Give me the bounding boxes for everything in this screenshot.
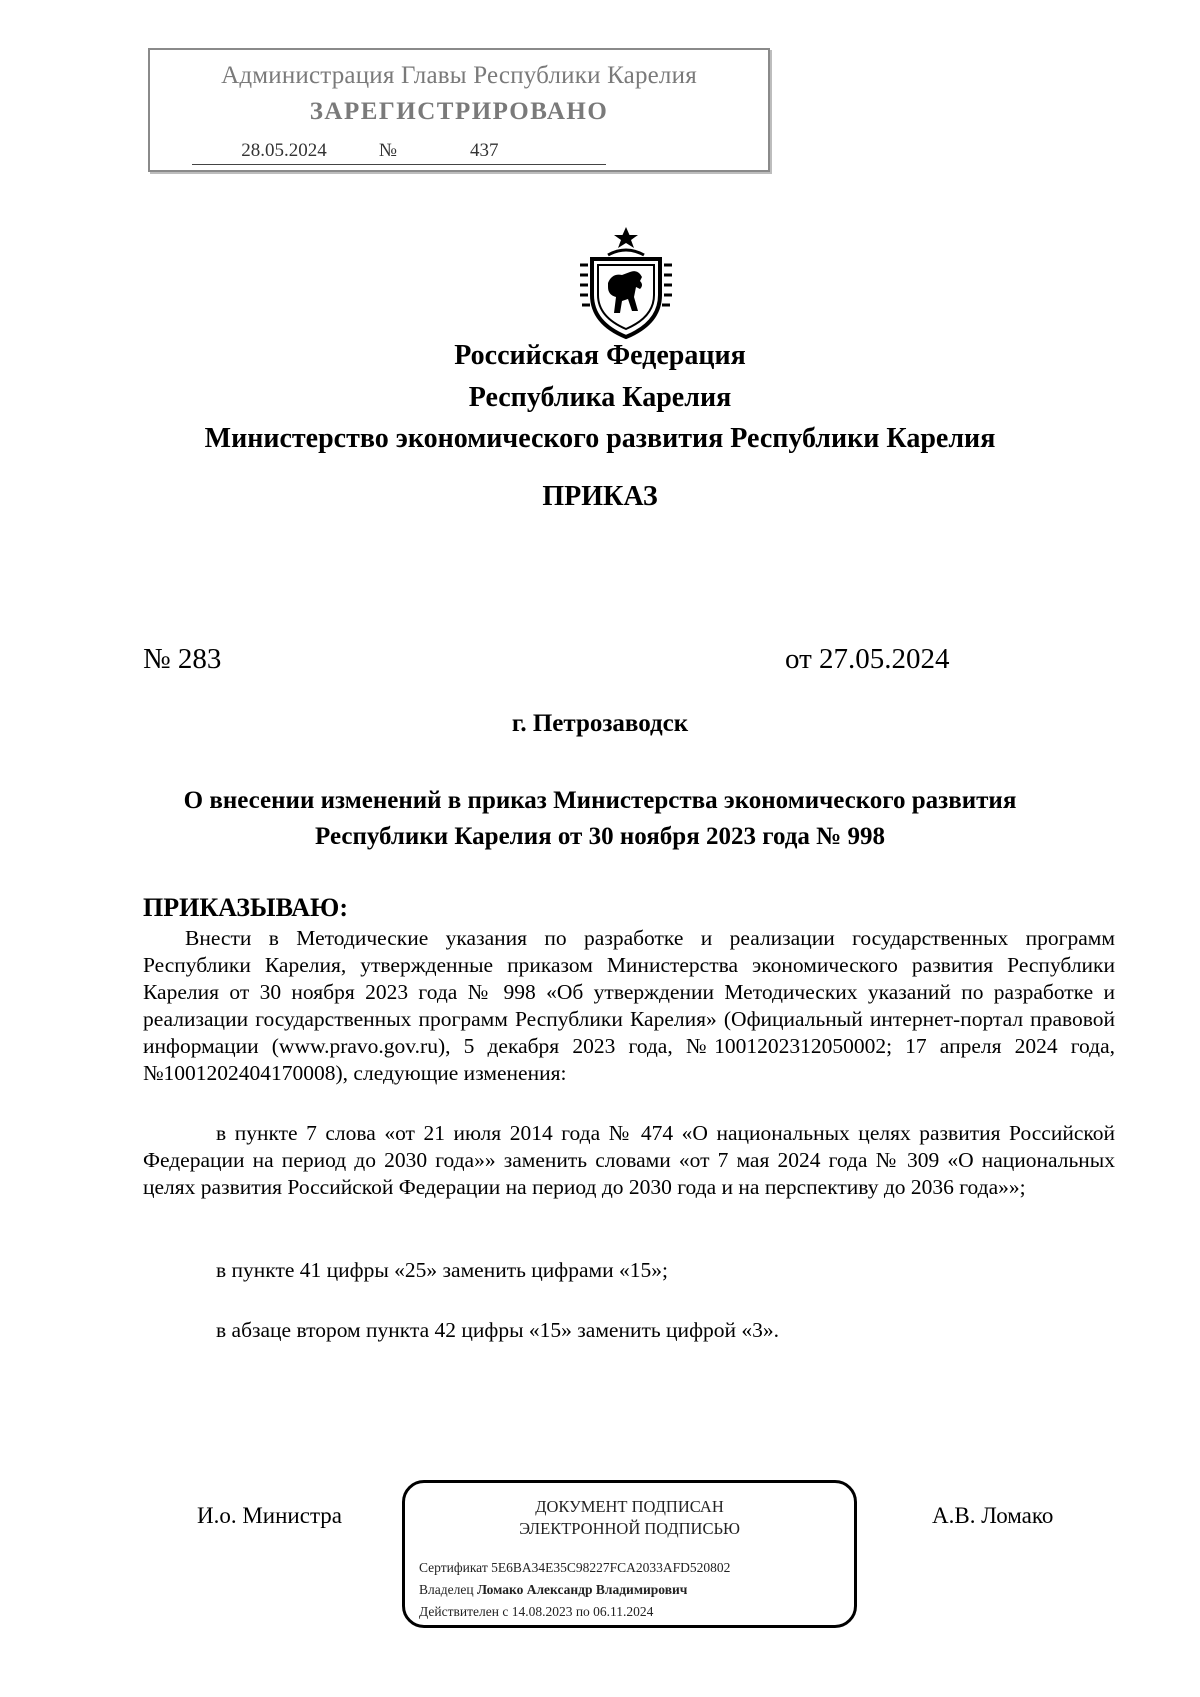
signatory-role: И.о. Министра xyxy=(197,1503,342,1528)
region-title: Республика Карелия xyxy=(468,382,732,413)
esign-owner-row xyxy=(419,1582,687,1598)
esign-validity-row xyxy=(419,1604,653,1620)
stamp-number: 437 xyxy=(400,138,606,165)
order-subject xyxy=(0,783,1200,855)
esign-cert-label: Сертификат xyxy=(419,1560,488,1575)
orders-heading: ПРИКАЗЫВАЮ: xyxy=(143,893,348,922)
esign-owner-label: Владелец xyxy=(419,1582,474,1597)
coat-of-arms-icon xyxy=(578,225,674,340)
document-type: ПРИКАЗ xyxy=(542,481,658,512)
esign-valid-to: 06.11.2024 xyxy=(593,1604,654,1619)
change-item-3: в абзаце втором пункта 42 цифры «15» заменить цифрой «3». xyxy=(216,1318,779,1342)
order-number: № 283 xyxy=(143,643,222,675)
stamp-date: 28.05.2024 xyxy=(192,138,376,165)
esign-owner-value: Ломако Александр Владимирович xyxy=(476,1582,688,1597)
esign-valid-label: Действителен xyxy=(419,1604,499,1619)
esign-valid-from-label: с xyxy=(502,1604,509,1619)
stamp-number-sign: № xyxy=(376,138,400,165)
main-paragraph: Внести в Методические указания по разработке и реализации государственных программ Республики Карелия, утвержденные приказом Министерства экономического развития Республики Карелия от 30 ноября 2023 года № 998 «Об утверждении Методических указаний по разработке и реализации государственных программ Республики Карелия» (Официальный интернет-портал правовой информации (www.pravo.gov.ru), 5 декабря 2023 года, №1001202312050002; 17 апреля 2024 года, №1001202404170008), следующие изменения: xyxy=(143,926,1115,1085)
esign-valid-from: 14.08.2023 xyxy=(511,1604,573,1619)
registration-stamp xyxy=(148,48,770,172)
esign-title-2: ЭЛЕКТРОННОЙ ПОДПИСЬЮ xyxy=(519,1519,740,1538)
change-item-1: в пункте 7 слова «от 21 июля 2014 года № 474 «О национальных целях развития Российской Федерации на период до 2030 года»» заменить словами «от 7 мая 2024 года № 309 «О национальных целях развития Российской Федерации на период до 2030 года и на перспективу до 2036 года»»; xyxy=(143,1121,1115,1199)
subject-line-1: О внесении изменений в приказ Министерства экономического развития xyxy=(183,787,1017,814)
ministry-title: Министерство экономического развития Республики Карелия xyxy=(204,423,996,454)
esign-certificate-row xyxy=(419,1560,730,1576)
stamp-registered: ЗАРЕГИСТРИРОВАНО xyxy=(309,98,609,125)
electronic-signature-stamp xyxy=(402,1480,857,1628)
stamp-registration-row xyxy=(192,138,612,166)
order-date: от 27.05.2024 xyxy=(785,643,950,675)
country-title: Российская Федерация xyxy=(454,340,746,371)
signatory-name: А.В. Ломако xyxy=(932,1503,1054,1528)
city: г. Петрозаводск xyxy=(511,710,689,737)
change-item-2: в пункте 41 цифры «25» заменить цифрами «15»; xyxy=(216,1258,668,1282)
stamp-agency: Администрация Главы Республики Карелия xyxy=(221,62,697,89)
esign-cert-value: 5E6BA34E35C98227FCA2033AFD520802 xyxy=(491,1560,731,1575)
esign-valid-to-label: по xyxy=(575,1604,590,1619)
subject-line-2: Республики Карелия от 30 ноября 2023 года № 998 xyxy=(315,823,885,850)
esign-title-1: ДОКУМЕНТ ПОДПИСАН xyxy=(535,1497,724,1516)
